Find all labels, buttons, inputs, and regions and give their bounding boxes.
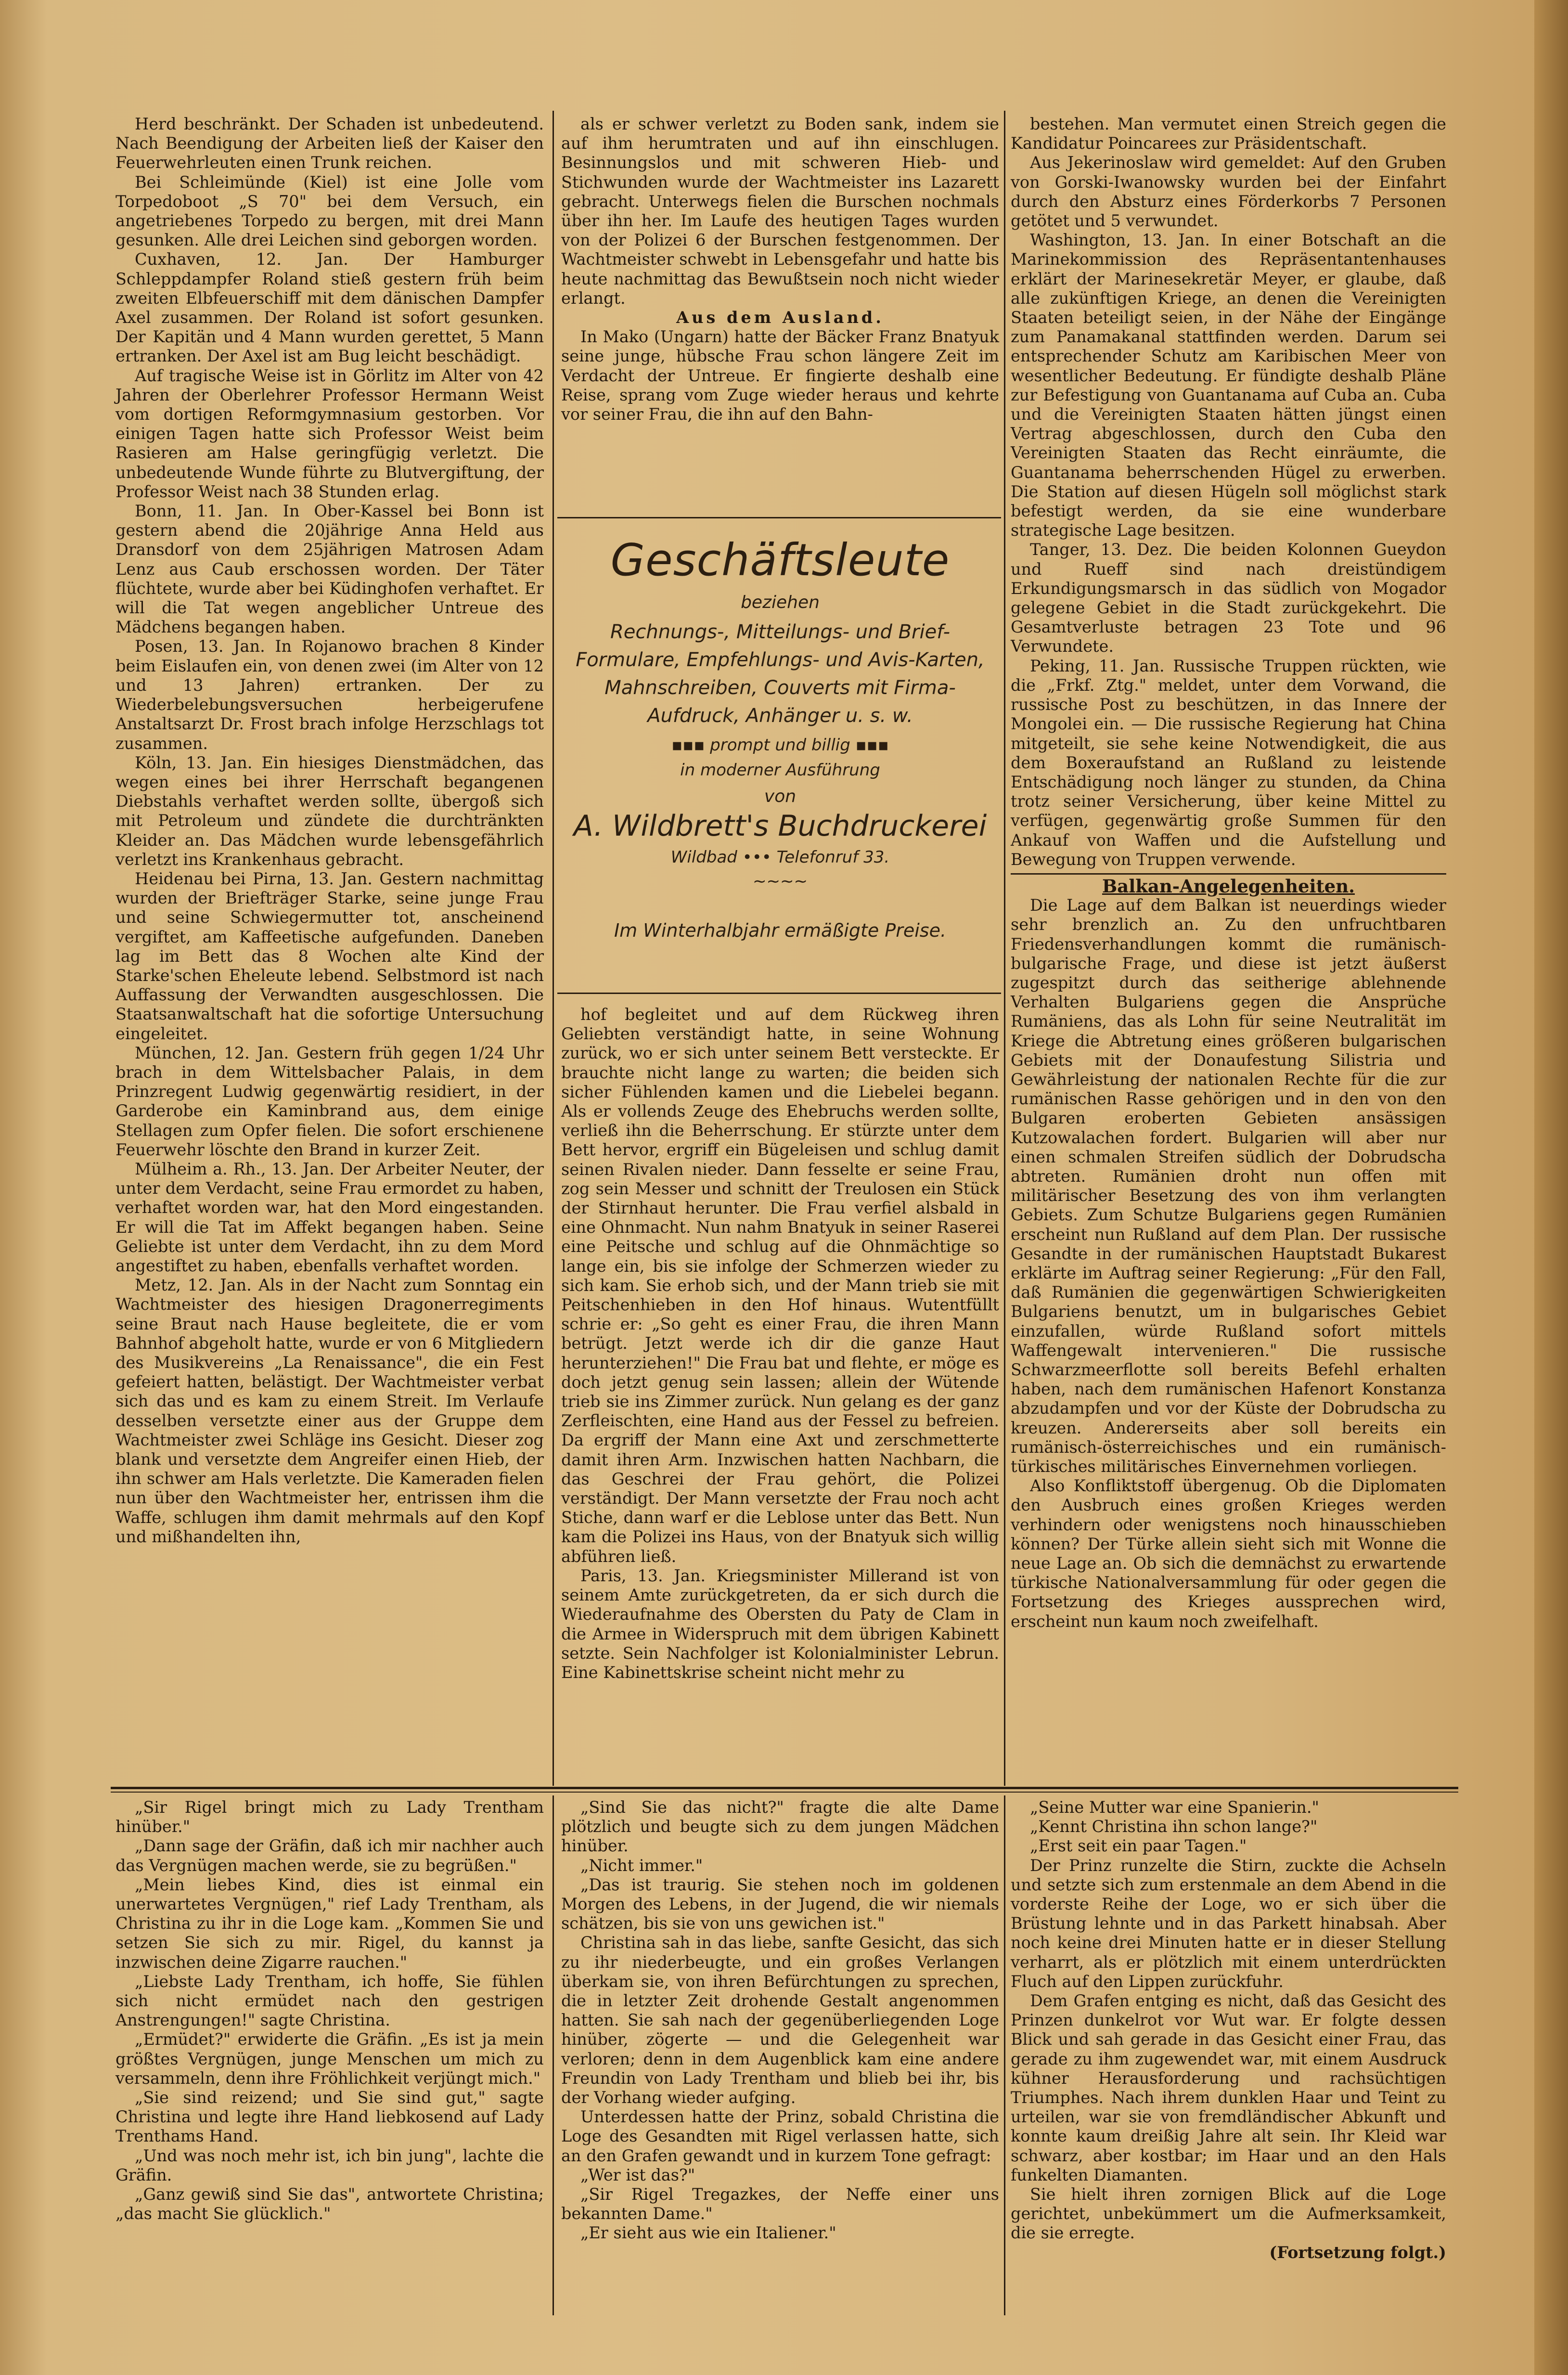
col3-top-paragraph: Peking, 11. Jan. Russische Truppen rückten, wie die „Frkf. Ztg." meldet, unter dem Vorwand, die russische Post zu beschützen, in das Innere der Mongolei ein. — Die russische Regierung hat China mitgeteilt, sie sehe keine Notwendigkeit, die aus dem Boxeraufstand an Rußland zu leistende Entschädigung noch länger zu stunden, da China trotz seiner Versicherung, über keine Mittel zu verfügen, gegenwärtig große Summen für den Ankauf von Waffen und die Aufstellung und Bewegung von Truppen verwende.: [1011, 656, 1446, 869]
ad-squiggle: ∼∼∼∼: [753, 872, 808, 891]
novel2-paragraph: „Sir Rigel Tregazkes, der Neffe einer uns bekannten Dame.": [561, 2185, 999, 2223]
col3-top-paragraph: Aus Jekerinoslaw wird gemeldet: Auf den Gruben von Gorski-Iwanowsky wurden bei der Einfahrt durch den Absturz eines Förderkorbs 7 Personen getötet und 5 verwundet.: [1011, 153, 1446, 231]
novel1-paragraph: „Ermüdet?" erwiderte die Gräfin. „Es ist ja mein größtes Vergnügen, junge Menschen um mich zu versammeln, denn ihre Fröhlichkeit verjüngt mich.": [116, 2030, 544, 2088]
novel1-paragraph: „Sie sind reizend; und Sie sind gut," sagte Christina und legte ihre Hand liebkosend auf Lady Trenthams Hand.: [116, 2088, 544, 2146]
col1-paragraph: Mülheim a. Rh., 13. Jan. Der Arbeiter Neuter, der unter dem Verdacht, seine Frau ermordet zu haben, verhaftet worden war, hat den Mord eingestanden. Er will die Tat im Affekt begangen haben. Seine Geliebte ist unter dem Verdacht, ihn zu dem Mord angestiftet zu haben, ebenfalls verhaftet worden.: [116, 1159, 544, 1275]
novel3-paragraph: „Erst seit ein paar Tagen.": [1030, 1836, 1247, 1856]
col3-top-paragraph: Tanger, 13. Dez. Die beiden Kolonnen Gueydon und Rueff sind nach dreistündigem Erkundigungsmarsch in das südlich von Mogador gelegene Gebiet in die Stadt zurückgekehrt. Die Gesamtverluste betragen 23 Tote und 96 Verwundete.: [1011, 540, 1446, 656]
col1-paragraph: Bei Schleimünde (Kiel) ist eine Jolle vom Torpedoboot „S 70" bei dem Versuch, ein angetriebenes Torpedo zu bergen, mit drei Mann gesunken. Alle drei Leichen sind geborgen worden.: [116, 172, 544, 250]
col1-paragraph: Metz, 12. Jan. Als in der Nacht zum Sonntag ein Wachtmeister des hiesigen Dragonerregiments seine Braut nach Hause begleitete, die er vom Bahnhof abgeholt hatte, wurde er von 6 Mitgliedern des Musikvereins „La Renaissance", die ein Fest gefeiert hatten, belästigt. Der Wachtmeister verbat sich das und es kam zu einem Streit. Im Verlaufe desselben versetzte einer aus der Gruppe dem Wachtmeister zwei Schläge ins Gesicht. Dieser zog blank und versetzte dem Angreifer einen Hieb, der ihn schwer am Hals verletzte. Die Kameraden fielen nun über den Wachtmeister her, entrissen ihm die Waffe, schlugen ihm damit mehrmals auf den Kopf und mißhandelten ihn,: [116, 1276, 544, 1546]
col3-top-paragraph: bestehen. Man vermutet einen Streich gegen die Kandidatur Poincarees zur Präsidentschaft.: [1011, 115, 1446, 153]
novel2-paragraph: „Sind Sie das nicht?" fragte die alte Dame plötzlich und beugte sich zu dem jungen Mädchen hinüber.: [561, 1798, 999, 1856]
balkan-heading: Balkan-Angelegenheiten.: [1102, 875, 1355, 897]
col1-paragraph: Bonn, 11. Jan. In Ober-Kassel bei Bonn ist gestern abend die 20jährige Anna Held aus Dransdorf von dem 25jährigen Matrosen Adam Lenz aus Caub erschossen worden. Der Täter flüchtete, wurde aber bei Küdinghofen verhaftet. Er will die Tat wegen angeblicher Untreue des Mädchens begangen haben.: [116, 502, 544, 637]
col2-bottom-paragraph: Paris, 13. Jan. Kriegsminister Millerand ist von seinem Amte zurückgetreten, da er sich durch die Wiederaufnahme des Obersten du Paty de Clam in die Armee in Widerspruch mit dem übrigen Kabinett setzte. Sein Nachfolger ist Kolonialminister Lebrun. Eine Kabinettskrise scheint nicht mehr zu: [561, 1566, 999, 1682]
balkan-divider: [1011, 873, 1446, 875]
novel2-paragraph: „Wer ist das?": [580, 2165, 695, 2184]
novel1-paragraph: „Ganz gewiß sind Sie das", antwortete Christina; „das macht Sie glücklich.": [116, 2185, 544, 2223]
col2-bottom-paragraph: hof begleitet und auf dem Rückweg ihren Geliebten verständigt hatte, in seine Wohnung zurück, wo er sich unter seinem Bett versteckte. Er brauchte nicht lange zu warten; die beiden sich sicher Fühlenden kamen und die Liebelei begann. Als er vollends Zeuge des Ehebruchs werden sollte, verließ ihn die Beherrschung. Er stürzte unter dem Bett hervor, ergriff ein Bügeleisen und schlug damit seinen Rivalen nieder. Dann fesselte er seine Frau, zog sein Messer und schnitt der Treulosen ein Stück der Stirnhaut herunter. Die Frau verfiel alsbald in eine Ohnmacht. Nun nahm Bnatyuk in seiner Raserei eine Peitsche und schlug auf die Ohnmächtige so lange ein, bis sie infolge der Schmerzen wieder zu sich kam. Sie erhob sich, und der Mann trieb sie mit Peitschenhieben in den Hof hinaus. Wutentfüllt schrie er: „So geht es einer Frau, die ihren Mann betrügt. Jetzt werde ich dir die ganze Haut herunterziehen!" Die Frau bat und flehte, er möge es doch jetzt genug sein lassen; allein der Wütende trieb sie ins Zimmer zurück. Nun gelang es der ganz Zerfleischten, eine Hand aus der Fessel zu befreien. Da ergriff der Mann eine Axt und zerschmetterte damit ihren Arm. Inzwischen hatten Nachbarn, die das Geschrei der Frau gehört, die Polizei verständigt. Der Mann versetzte der Frau noch acht Stiche, dann warf er die Leblose unter das Bett. Nun kam die Polizei ins Haus, von der Bnatyuk sich willig abführen ließ.: [561, 1005, 999, 1566]
novel2-paragraph: Unterdessen hatte der Prinz, sobald Christina die Loge des Gesandten mit Rigel verlassen hatte, sich an den Grafen gewandt und in kurzem Tone gefragt:: [561, 2107, 999, 2165]
novel3-paragraph: Sie hielt ihren zornigen Blick auf die Loge gerichtet, unbekümmert um die Aufmerksamkeit, die sie erregte.: [1011, 2185, 1446, 2243]
novel3-paragraph: „Seine Mutter war eine Spanierin.": [1030, 1798, 1319, 1817]
news-column-2-bottom: [561, 1005, 999, 1785]
ausland-paragraph: In Mako (Ungarn) hatte der Bäcker Franz Bnatyuk seine junge, hübsche Frau schon längere Zeit im Verdacht der Untreue. Er fingierte deshalb eine Reise, sprang vom Zuge wieder heraus und kehrte vor seiner Frau, die ihn auf den Bahn-: [561, 327, 999, 424]
col1-paragraph: Posen, 13. Jan. In Rojanowo brachen 8 Kinder beim Eislaufen ein, von denen zwei (im Alter von 12 und 13 Jahren) ertranken. Der zu Wiederbelebungsversuchen herbeigerufene Anstaltsarzt Dr. Frost brach infolge Herzschlags tot zusammen.: [116, 637, 544, 753]
novel-rule-1: [553, 1795, 554, 2315]
novel1-paragraph: „Dann sage der Gräfin, daß ich mir nachher auch das Vergnügen machen werde, sie zu begrüßen.": [116, 1836, 544, 1875]
ad-company: A. Wildbrett's Buchdruckerei: [573, 809, 987, 843]
novel3-paragraph: „Kennt Christina ihn schon lange?": [1030, 1817, 1318, 1836]
ad-rule-top: [557, 517, 1001, 518]
col1-paragraph: Cuxhaven, 12. Jan. Der Hamburger Schleppdampfer Roland stieß gestern früh beim zweiten Elbfeuerschiff mit dem dänischen Dampfer Axel zusammen. Der Roland ist sofort gesunken. Der Kapitän und 4 Mann wurden gerettet, 5 Mann ertranken. Der Axel ist am Bug leicht beschädigt.: [116, 250, 544, 366]
feuilleton-rule: [111, 1787, 1458, 1789]
ad-winter-note: Im Winterhalbjahr ermäßigte Preise.: [614, 920, 947, 941]
col1-paragraph: München, 12. Jan. Gestern früh gegen 1/24 Uhr brach in dem Wittelsbacher Palais, in dem Prinzregent Ludwig gegenwärtig residiert, in der Garderobe ein Kaminbrand aus, dem einige Stellagen zum Opfer fielen. Die sofort erschienene Feuerwehr löschte den Brand in kurzer Zeit.: [116, 1043, 544, 1159]
feuilleton-rule-thin: [111, 1792, 1458, 1793]
ad-prompt: ▪▪▪ prompt und billig ▪▪▪: [671, 736, 889, 755]
novel-column-1: [116, 1798, 544, 2308]
ad-modern: in moderner Ausführung: [680, 761, 880, 780]
ad-subtitle: beziehen: [741, 593, 820, 612]
ad-location: Wildbad ••• Telefonruf 33.: [670, 848, 890, 867]
col2-top-paragraph: als er schwer verletzt zu Boden sank, indem sie auf ihm herumtraten und auf ihn einschlugen. Besinnungslos und mit schweren Hieb- und Stichwunden wurde der Wachtmeister ins Lazarett gebracht. Unterwegs fielen die Burschen nochmals über ihn her. Im Laufe des heutigen Tages wurden von der Polizei 6 der Burschen festgenommen. Der Wachtmeister schwebt in Lebensgefahr und hatte bis heute nachmittag das Bewußtsein noch nicht wieder erlangt.: [561, 115, 999, 308]
ausland-heading: Aus dem Ausland.: [676, 308, 884, 327]
col1-paragraph: Auf tragische Weise ist in Görlitz im Alter von 42 Jahren der Oberlehrer Professor Hermann Weist vom dortigen Reformgymnasium gestorben. Vor einigen Tagen hatte sich Professor Weist beim Rasieren am Halse geringfügig verletzt. Die unbedeutende Wunde führte zu Blutvergiftung, der Professor Weist nach 38 Stunden erlag.: [116, 366, 544, 501]
novel1-paragraph: „Und was noch mehr ist, ich bin jung", lachte die Gräfin.: [116, 2146, 544, 2184]
ad-von: von: [764, 787, 797, 806]
novel2-paragraph: „Das ist traurig. Sie stehen noch im goldenen Morgen des Lebens, in der Jugend, die wir niemals schätzen, bis sie von uns gewichen ist.": [561, 1875, 999, 1933]
novel2-paragraph: Christina sah in das liebe, sanfte Gesicht, das sich zu ihr niederbeugte, und ein großes Verlangen überkam sie, von ihren Befürchtungen zu sprechen, die in letzter Zeit drohende Gestalt angenommen hatten. Sie sah nach der gegenüberliegenden Loge hinüber, zögerte — und die Gelegenheit war verloren; denn in dem Augenblick kam eine andere Freundin von Lady Trentham und blieb bei ihr, bis der Vorhang wieder aufging.: [561, 1933, 999, 2107]
column-rule-2: [1004, 111, 1005, 1786]
news-column-1: [116, 115, 544, 1785]
col3-balkan-paragraph: Die Lage auf dem Balkan ist neuerdings wieder sehr brenzlich an. Zu den unfruchtbaren Friedensverhandlungen kommt die rumänisch-bulgarische Frage, und diese ist jetzt äußerst zugespitzt durch das seitherige ablehnende Verhalten Bulgariens gegen die Ansprüche Rumäniens, das als Lohn für seine Neutralität im Kriege die Abtretung eines größeren bulgarischen Gebiets mit der Donaufestung Silistria und Gewährleistung der nationalen Rechte für die zur rumänischen Rasse gehörigen und in den von den Bulgaren eroberten Gebieten ansässigen Kutzowalachen fordert. Bulgarien will aber nur einen schmalen Streifen südlich der Dobrudscha abtreten. Rumänien droht nun offen mit militärischer Besetzung des von ihm verlangten Gebiets. Zum Schutze Bulgariens gegen Rumänien erscheint nun Rußland auf dem Plan. Der russische Gesandte in der rumänischen Hauptstadt Bukarest erklärte im Auftrag seiner Regierung: „Für den Fall, daß Rumänien die gegenwärtigen Schwierigkeiten Bulgariens benutzt, um in bulgarisches Gebiet einzufallen, würde Rußland sofort mittels Waffengewalt intervenieren." Die russische Schwarzmeerflotte soll bereits Befehl erhalten haben, nach dem rumänischen Hafenort Konstanza abzudampfen und vor der Küste der Dobrudscha zu kreuzen. Andererseits aber soll bereits ein rumänisch-österreichisches und ein rumänisch-türkisches militärisches Einvernehmen vorliegen.: [1011, 896, 1446, 1476]
continued-note: (Fortsetzung folgt.): [1269, 2243, 1446, 2262]
novel1-paragraph: „Mein liebes Kind, dies ist einmal ein unerwartetes Vergnügen," rief Lady Trentham, als Christina zu ihr in die Loge kam. „Kommen Sie und setzen Sie sich zu mir. Rigel, du kannst ja inzwischen deine Zigarre rauchen.": [116, 1875, 544, 1972]
col1-paragraph: Herd beschränkt. Der Schaden ist unbedeutend. Nach Beendigung der Arbeiten ließ der Kaiser den Feuerwehrleuten einen Trunk reichen.: [116, 115, 544, 172]
col1-paragraph: Heidenau bei Pirna, 13. Jan. Gestern nachmittag wurden der Briefträger Starke, seine junge Frau und seine Schwiegermutter tot, anscheinend vergiftet, am Kaffeetische aufgefunden. Daneben lag im Bett das 8 Wochen alte Kind der Starke'schen Eheleute lebend. Selbstmord ist nach Auffassung der Verwandten ausgeschlossen. Die Staatsanwaltschaft hat die sofortige Untersuchung eingeleitet.: [116, 869, 544, 1043]
col3-top-paragraph: Washington, 13. Jan. In einer Botschaft an die Marinekommission des Repräsentantenhauses erklärt der Marinesekretär Meyer, er glaube, daß alle zukünftigen Kriege, an denen die Vereinigten Staaten beteiligt seien, in der Nähe der Eingänge zum Panamakanal stattfinden werden. Darum sei entsprechender Schutz am Karibischen Meer von wesentlicher Bedeutung. Er fündigte deshalb Pläne zur Befestigung von Guantanama auf Cuba an. Cuba und die Vereinigten Staaten hätten jüngst einen Vertrag abgeschlossen, durch den Cuba den Vereinigten Staaten das Recht einräumte, die Guantanama beherrschenden Hügel zu erwerben. Die Station auf diesen Hügeln soll möglichst stark befestigt werden, da sie eine wunderbare strategische Lage besitzen.: [1011, 231, 1446, 540]
ad-rule-bottom: [557, 993, 1001, 994]
novel2-paragraph: „Nicht immer.": [580, 1856, 703, 1875]
ad-title: Geschäftsleute: [610, 534, 950, 586]
print-shop-advertisement: [561, 521, 999, 983]
col1-paragraph: Köln, 13. Jan. Ein hiesiges Dienstmädchen, das wegen eines bei ihrer Herrschaft begangenen Diebstahls verhaftet werden sollte, übergoß sich mit Petroleum und zündete die durchtränkten Kleider an. Das Mädchen wurde lebensgefährlich verletzt ins Krankenhaus gebracht.: [116, 753, 544, 869]
novel1-paragraph: „Liebste Lady Trentham, ich hoffe, Sie fühlen sich nicht ermüdet nach den gestrigen Anstrengungen!" sagte Christina.: [116, 1972, 544, 2030]
page-edge: [1534, 0, 1568, 2375]
ad-body: Rechnungs-, Mitteilungs- und Brief-Formulare, Empfehlungs- und Avis-Karten, Mahnschreiben, Couverts mit Firma-Aufdruck, Anhänger u. s. w.: [576, 621, 985, 727]
news-column-3: [1011, 115, 1446, 1785]
column-rule-1: [553, 111, 554, 1786]
novel3-paragraph: Der Prinz runzelte die Stirn, zuckte die Achseln und setzte sich zum erstenmale an dem Abend in die vorderste Reihe der Loge, wo er sich über die Brüstung lehnte und in das Parkett hinabsah. Aber noch keine drei Minuten hatte er in dieser Stellung verharrt, als er plötzlich mit einem unterdrückten Fluch auf den Lippen zurückfuhr.: [1011, 1856, 1446, 1991]
novel1-paragraph: „Sir Rigel bringt mich zu Lady Trentham hinüber.": [116, 1798, 544, 1836]
novel-rule-2: [1004, 1795, 1005, 2315]
news-column-2-top: [561, 115, 999, 519]
novel-column-2: [561, 1798, 999, 2308]
novel-column-3: [1011, 1798, 1446, 2308]
novel2-paragraph: „Er sieht aus wie ein Italiener.": [580, 2223, 836, 2243]
col3-balkan-paragraph: Also Konfliktstoff übergenug. Ob die Diplomaten den Ausbruch eines großen Krieges werden verhindern oder wenigstens noch hinausschieben können? Der Türke allein sieht sich mit Wonne die neue Lage an. Ob sich die demnächst zu erwartende türkische Nationalversammlung für oder gegen die Fortsetzung des Krieges aussprechen wird, erscheint nun kaum noch zweifelhaft.: [1011, 1476, 1446, 1631]
novel3-paragraph: Dem Grafen entging es nicht, daß das Gesicht des Prinzen dunkelrot vor Wut war. Er folgte dessen Blick und sah gerade in das Gesicht einer Frau, das gerade zu ihm zugewendet war, mit einem Ausdruck kühner Herausforderung und rachsüchtigen Triumphes. Nach ihrem dunklen Haar und Teint zu urteilen, war sie von fremdländischer Abkunft und konnte kaum dreißig Jahre alt sein. Ihr Kleid war schwarz, aber kostbar; im Haar und an den Hals funkelten Diamanten.: [1011, 1991, 1446, 2184]
